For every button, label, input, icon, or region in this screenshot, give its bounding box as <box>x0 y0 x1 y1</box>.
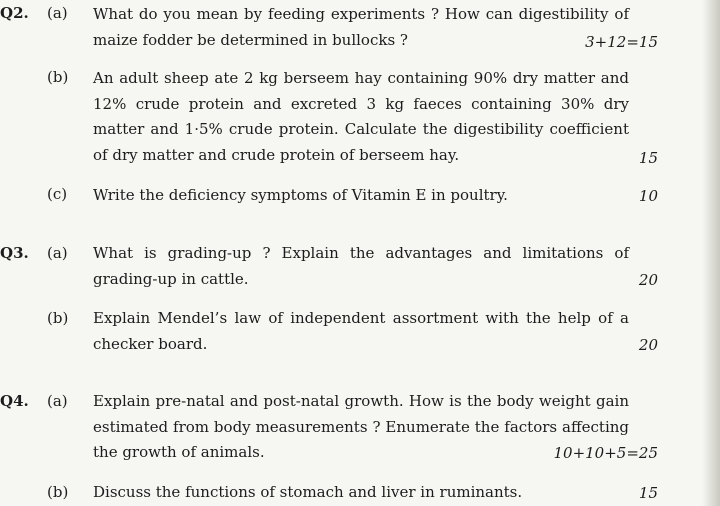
question-text-q2b: An adult sheep ate 2 kg berseem hay containing 90% dry matter and 12% crude protein and excreted 3 kg faeces containing 30% dry matter and 1·5% crude protein. Calculate the digestibility coefficient of dry matter and crude protein of berseem hay. <box>93 69 629 164</box>
part-label-q3b: (b) <box>47 309 69 327</box>
question-text-q4b: Discuss the functions of stomach and liver in ruminants. <box>93 483 523 501</box>
part-label-q2b: (b) <box>47 68 69 86</box>
page-edge-shadow <box>702 0 720 506</box>
question-text-q3a: What is grading-up ? Explain the advantages and limitations of grading-up in cattle. <box>93 244 629 288</box>
part-label-q3a: (a) <box>47 244 68 262</box>
marks-q3a: 20 <box>638 271 658 289</box>
part-label-q4a: (a) <box>47 392 68 410</box>
part-label-q4b: (b) <box>47 483 69 501</box>
marks-q4b: 15 <box>638 484 658 502</box>
marks-q2a: 3+12=15 <box>585 33 658 51</box>
question-text-q2a: What do you mean by feeding experiments ? How can digestibility of maize fodder be determined in bullocks ? <box>93 5 629 49</box>
question-number-q3: Q3. <box>0 244 29 262</box>
marks-q2b: 15 <box>638 149 658 167</box>
part-label-q2c: (c) <box>47 185 68 203</box>
question-number-q2: Q2. <box>0 4 29 22</box>
question-number-q4: Q4. <box>0 392 29 410</box>
question-text-q3b: Explain Mendel’s law of independent assortment with the help of a checker board. <box>93 309 629 353</box>
marks-q2c: 10 <box>638 187 658 205</box>
question-text-q2c: Write the deficiency symptoms of Vitamin E in poultry. <box>93 186 508 204</box>
marks-q3b: 20 <box>638 336 658 354</box>
marks-q4a: 10+10+5=25 <box>553 444 658 462</box>
part-label-q2a: (a) <box>47 4 68 22</box>
question-text-q4a: Explain pre-natal and post-natal growth. How is the body weight gain estimated from body measurements ? Enumerate the factors affecting the growth of animals. <box>93 392 629 461</box>
